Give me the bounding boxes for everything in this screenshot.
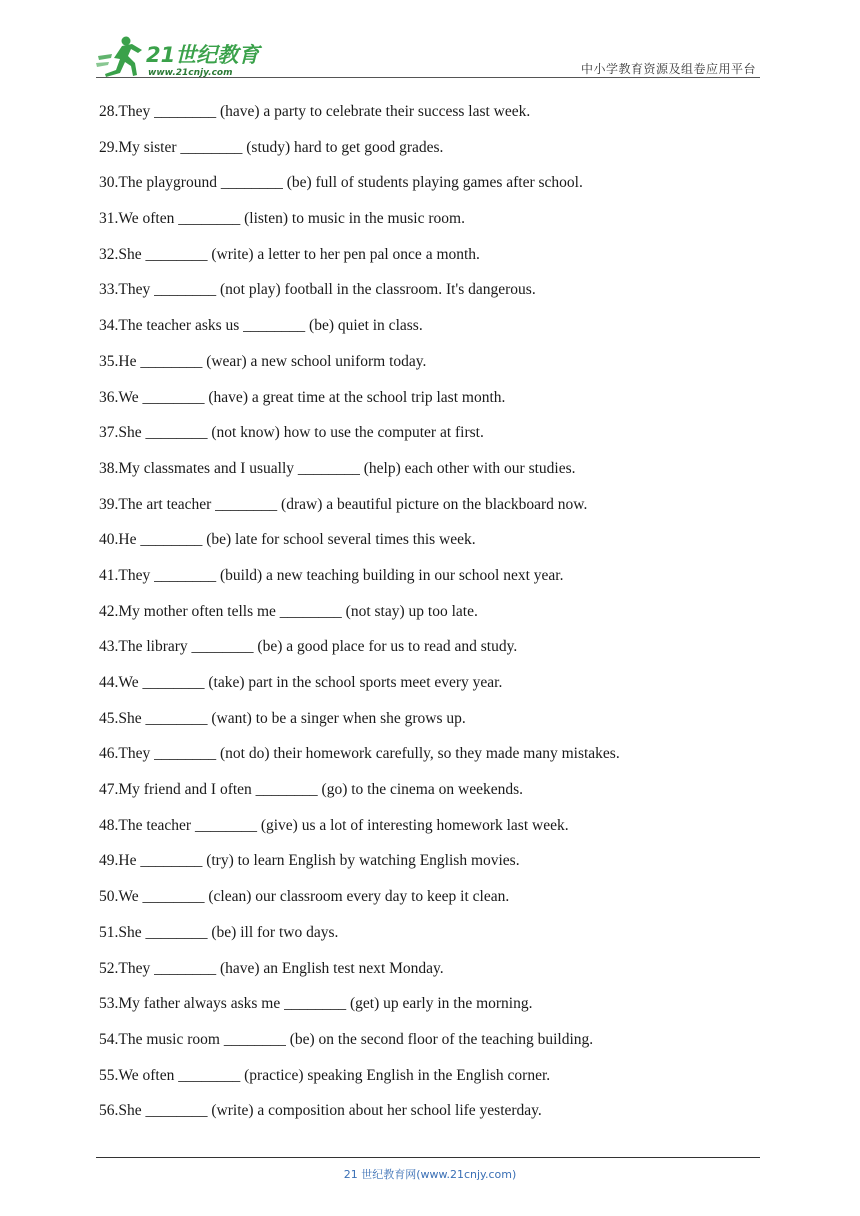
question-item: 53.My father always asks me ________ (get) up early in the morning. — [99, 995, 533, 1013]
question-item: 46.They ________ (not do) their homework carefully, so they made many mistakes. — [99, 745, 620, 763]
header-divider — [96, 77, 760, 78]
question-item: 43.The library ________ (be) a good place for us to read and study. — [99, 638, 518, 656]
question-item: 56.She ________ (write) a composition about her school life yesterday. — [99, 1102, 542, 1120]
question-item: 54.The music room ________ (be) on the second floor of the teaching building. — [99, 1030, 594, 1048]
question-item: 42.My mother often tells me ________ (not stay) up too late. — [99, 602, 478, 620]
question-item: 49.He ________ (try) to learn English by watching English movies. — [99, 852, 520, 870]
page-header — [96, 30, 760, 78]
question-item: 55.We often ________ (practice) speaking English in the English corner. — [99, 1066, 551, 1084]
logo-url: www.21cnjy.com — [148, 68, 233, 78]
question-item: 33.They ________ (not play) football in the classroom. It's dangerous. — [99, 281, 536, 299]
question-item: 34.The teacher asks us ________ (be) quiet in class. — [99, 317, 423, 335]
question-item: 32.She ________ (write) a letter to her pen pal once a month. — [99, 245, 480, 263]
question-item: 39.The art teacher ________ (draw) a beautiful picture on the blackboard now. — [99, 495, 588, 513]
runner-icon — [96, 37, 142, 78]
question-item: 38.My classmates and I usually ________ (help) each other with our studies. — [99, 459, 576, 477]
question-list — [99, 102, 620, 1137]
question-item: 47.My friend and I often ________ (go) to the cinema on weekends. — [99, 781, 523, 799]
question-item: 36.We ________ (have) a great time at the school trip last month. — [99, 388, 506, 406]
header-slogan: 中小学教育资源及组卷应用平台 — [580, 62, 756, 76]
question-item: 37.She ________ (not know) how to use the computer at first. — [99, 424, 484, 442]
question-item: 30.The playground ________ (be) full of students playing games after school. — [99, 174, 583, 192]
question-item: 40.He ________ (be) late for school several times this week. — [99, 531, 476, 549]
question-item: 45.She ________ (want) to be a singer when she grows up. — [99, 709, 466, 727]
footer-divider — [96, 1157, 760, 1158]
question-item: 44.We ________ (take) part in the school sports meet every year. — [99, 674, 503, 691]
question-item: 50.We ________ (clean) our classroom every day to keep it clean. — [99, 888, 510, 906]
question-item: 28.They ________ (have) a party to celebrate their success last week. — [99, 103, 531, 120]
logo-text: 21世纪教育 — [146, 43, 260, 67]
question-item: 52.They ________ (have) an English test next Monday. — [99, 959, 444, 977]
question-item: 29.My sister ________ (study) hard to get good grades. — [99, 138, 444, 156]
footer-text: 21 世纪教育网(www.21cnjy.com) — [343, 1168, 517, 1181]
question-item: 51.She ________ (be) ill for two days. — [99, 923, 339, 941]
question-item: 31.We often ________ (listen) to music in the music room. — [99, 210, 465, 228]
logo — [96, 34, 266, 78]
question-item: 48.The teacher ________ (give) us a lot of interesting homework last week. — [99, 816, 569, 834]
question-item: 41.They ________ (build) a new teaching building in our school next year. — [99, 566, 564, 584]
question-item: 35.He ________ (wear) a new school uniform today. — [99, 352, 427, 370]
